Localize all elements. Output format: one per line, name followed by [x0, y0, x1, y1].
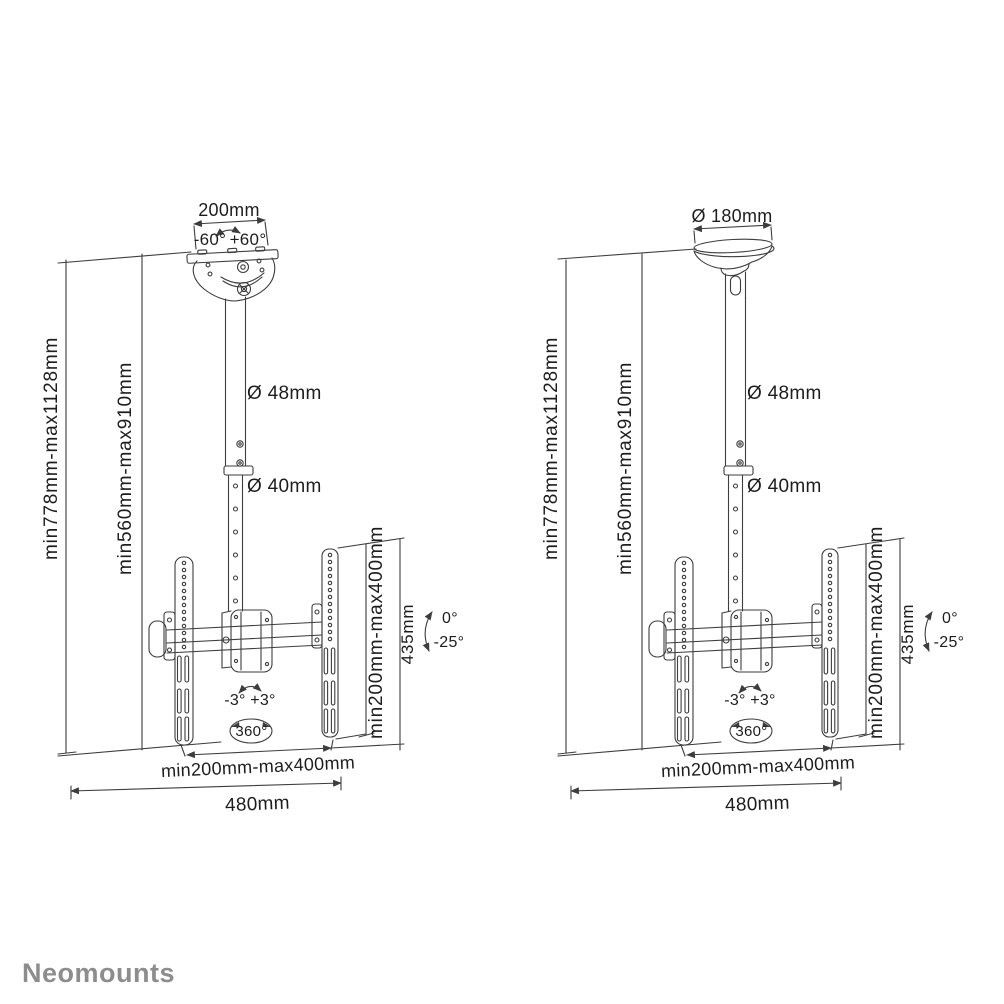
dim-drop-inner: min560mm-max910mm	[615, 361, 636, 575]
dim-level-pos: +3°	[750, 692, 776, 709]
dim-vesa-vertical: min200mm-max400mm	[366, 525, 387, 739]
left-mount-body	[58, 254, 432, 799]
dim-lower-tube: Ø 40mm	[747, 476, 822, 497]
dim-bracket-height: 435mm	[398, 603, 417, 665]
dim-drop-outer: min778mm-max1128mm	[541, 336, 562, 560]
dim-vesa-horizontal: min200mm-max400mm	[660, 752, 856, 782]
dim-upper-tube: Ø 48mm	[747, 383, 822, 404]
dim-level-pos: +3°	[250, 692, 276, 709]
dim-tilt-down: -25°	[433, 634, 465, 651]
dim-tilt-up: 0°	[442, 610, 458, 627]
dim-tilt-up: 0°	[942, 610, 958, 627]
dim-rotation: 360°	[235, 723, 268, 740]
dim-total-width: 480mm	[724, 792, 791, 817]
dim-bracket-height: 435mm	[898, 603, 917, 665]
dim-vesa-horizontal: min200mm-max400mm	[160, 752, 356, 782]
dim-drop-inner: min560mm-max910mm	[115, 361, 136, 575]
dim-drop-outer: min778mm-max1128mm	[41, 336, 62, 560]
dim-swivel-neg: -60°	[193, 230, 227, 249]
dim-level-neg: -3°	[224, 692, 246, 709]
dim-rotation: 360°	[735, 723, 768, 740]
dim-plate-width: 200mm	[198, 200, 260, 220]
brand-logo: Neomounts	[22, 958, 175, 988]
right-mount-body	[558, 254, 932, 799]
dim-lower-tube: Ø 40mm	[247, 476, 322, 497]
dim-upper-tube: Ø 48mm	[247, 383, 322, 404]
right-mount-top-plate	[558, 225, 774, 299]
dim-level-neg: -3°	[724, 692, 746, 709]
left-mount-top-plate	[58, 220, 278, 301]
dim-plate-diameter: Ø 180mm	[691, 206, 773, 226]
dim-total-width: 480mm	[224, 792, 291, 817]
dim-tilt-down: -25°	[933, 634, 965, 651]
dim-vesa-vertical: min200mm-max400mm	[866, 525, 887, 739]
dim-swivel-pos: +60°	[229, 230, 267, 249]
